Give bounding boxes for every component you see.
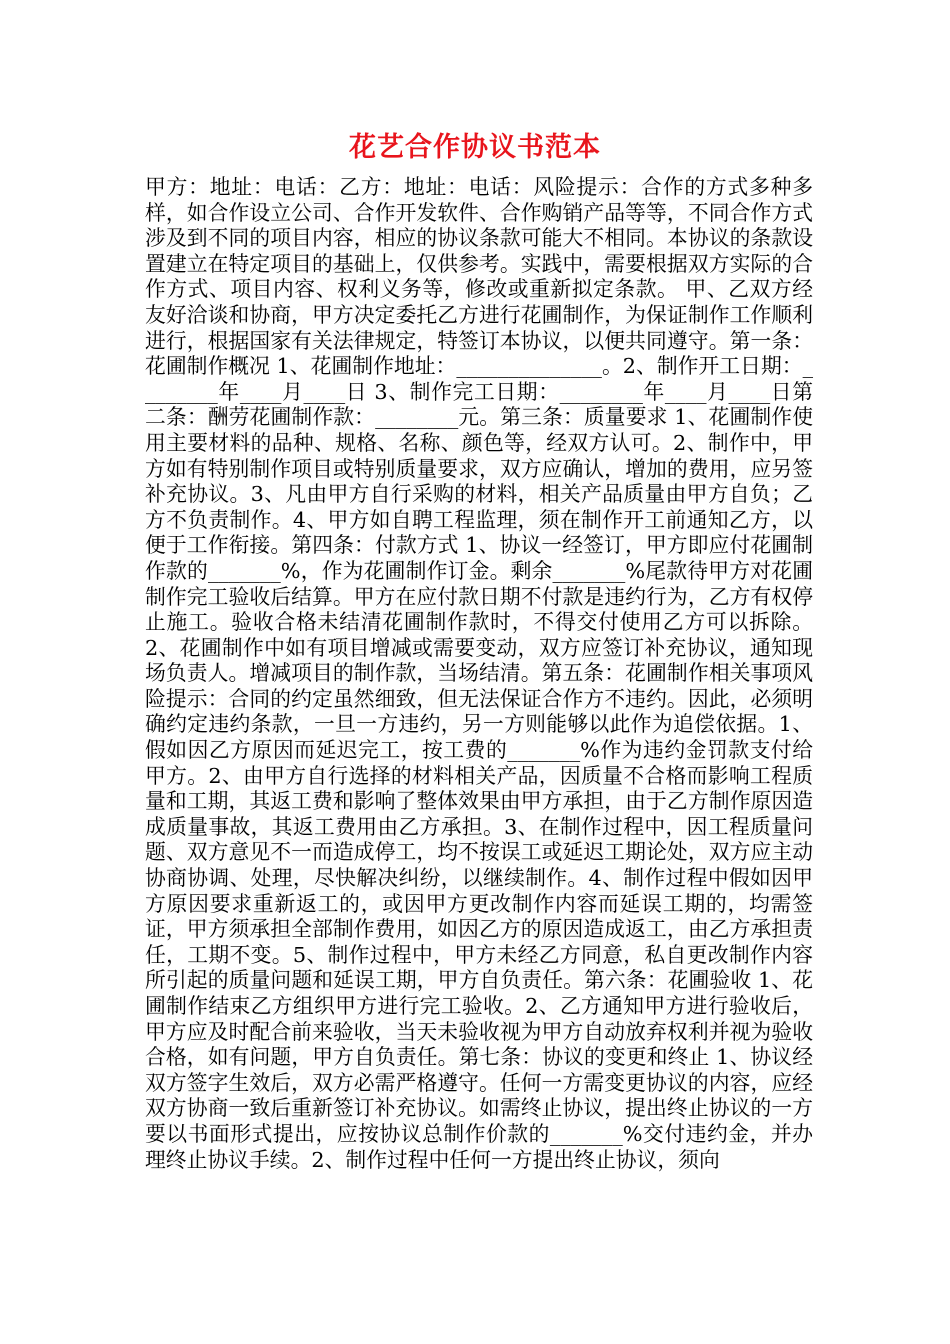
document-body-text: 甲方：地址：电话：乙方：地址：电话：风险提示：合作的方式多种多样，如合作设立公司、合作开发软件、合作购销产品等等，不同合作方式涉及到不同的项目内容，相应的协议条款可能大不相同。本协议的条款设置建立在特定项目的基础上，仅供参考。实践中，需要根据双方实际的合作方式、项目内容、权利义务等，修改或重新拟定条款。 甲、乙双方经友好洽谈和协商，甲方决定委托乙方进行花圃制作，为保证制作工作顺利进行，根据国家有关法律规定，特签订本协议，以便共同遵守。第一条：花圃制作概况 1、花圃制作地址：______________。2、制作开工日期：________年____月____日 3、制作完工日期：________年____月____日第二条：酬劳花圃制作款：________元。第三条：质量要求 1、花圃制作使用主要材料的品种、规格、名称、颜色等，经双方认可。2、制作中，甲方如有特别制作项目或特别质量要求，双方应确认，增加的费用，应另签补充协议。3、凡由甲方自行采购的材料，相关产品质量由甲方自负；乙方不负责制作。4、甲方如自聘工程监理，须在制作开工前通知乙方，以便于工作衔接。第四条：付款方式 1、协议一经签订，甲方即应付花圃制作款的_______%，作为花圃制作订金。剩余_______%尾款待甲方对花圃制作完工验收后结算。甲方在应付款日期不付款是违约行为，乙方有权停止施工。验收合格未结清花圃制作款时，不得交付使用乙方可以拆除。2、花圃制作中如有项目增减或需要变动，双方应签订补充协议，通知现场负责人。增减项目的制作款，当场结清。第五条：花圃制作相关事项风险提示：合同的约定虽然细致，但无法保证合作方不违约。因此，必须明确约定违约条款，一旦一方违约，另一方则能够以此作为追偿依据。1、假如因乙方原因而延迟完工，按工费的_______%作为违约金罚款支付给甲方。2、由甲方自行选择的材料相关产品，因质量不合格而影响工程质量和工期，其返工费和影响了整体效果由甲方承担，由于乙方制作原因造成质量事故，其返工费用由乙方承担。3、在制作过程中，因工程质量问题、双方意见不一而造成停工，均不按误工或延迟工期论处，双方应主动协商协调、处理，尽快解决纠纷，以继续制作。4、制作过程中假如因甲方原因要求重新返工的，或因甲方更改制作内容而延误工期的，均需签证，甲方须承担全部制作费用，如因乙方的原因造成返工，由乙方承担责任，工期不变。5、制作过程中，甲方未经乙方同意，私自更改制作内容所引起的质量问题和延误工期，甲方自负责任。第六条：花圃验收 1、花圃制作结束乙方组织甲方进行完工验收。2、乙方通知甲方进行验收后，甲方应及时配合前来验收，当天未验收视为甲方自动放弃权利并视为验收合格，如有问题，甲方自负责任。第七条：协议的变更和终止 1、协议经双方签字生效后，双方必需严格遵守。任何一方需变更协议的内容，应经双方协商一致后重新签订补充协议。如需终止协议，提出终止协议的一方要以书面形式提出，应按协议总制作价款的_______%交付违约金，并办理终止协议手续。2、制作过程中任何一方提出终止协议，须向 [145, 175, 813, 1172]
document-title: 花艺合作协议书范本 [349, 132, 601, 163]
